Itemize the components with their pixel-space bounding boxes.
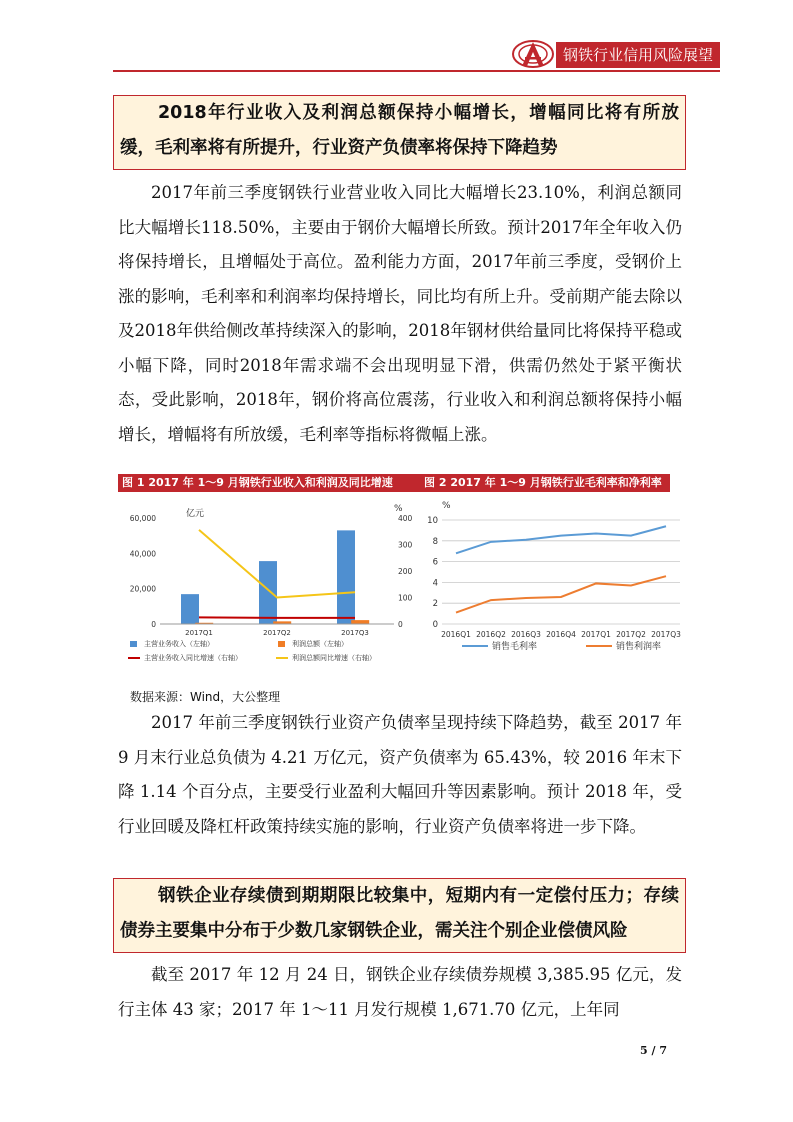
chart2-y-tick: 6: [432, 557, 438, 568]
chart1-unit-right: %: [394, 504, 403, 514]
chart2-unit: %: [442, 501, 451, 511]
chart1-legend-label: 利润总额（左轴）: [292, 640, 348, 648]
chart2-y-tick: 8: [432, 536, 438, 547]
report-title-badge: 钢铁行业信用风险展望: [556, 42, 720, 68]
chart2-y-tick: 10: [427, 516, 438, 526]
chart1-left-tick: 60,000: [129, 514, 156, 523]
chart1-bar-revenue: [337, 530, 355, 624]
chart1-legend-swatch: [278, 641, 285, 647]
chart1-right-tick: 100: [398, 593, 413, 603]
callout-revenue-profit: [113, 95, 686, 170]
chart1-bar-revenue: [259, 561, 277, 624]
chart2-y-tick: 0: [432, 620, 438, 630]
callout-bond-maturity-text: 钢铁企业存续债到期期限比较集中，短期内有一定偿付压力；存续债券主要集中分布于少数几家钢铁企业，需关注个别企业偿债风险: [120, 886, 679, 941]
paragraph-revenue: 2017年前三季度钢铁行业营业收入同比大幅增长23.10%，利润总额同比大幅增长118.50%，主要由于钢价大幅增长所致。预计2017年全年收入仍将保持增长，且增幅处于高位。盈利能力方面，2017年前三季度，受钢价上涨的影响，毛利率和利润率均保持增长，同比均有所上升。受前期产能去除以及2018年供给侧改革持续深入的影响，2018年钢材供给量同比将保持平稳或小幅下降，同时2018年需求端不会出现明显下滑，供需仍然处于紧平衡状态，受此影响，2018年，钢价将高位震荡，行业收入和利润总额将保持小幅增长，增幅将有所放缓，毛利率等指标将微幅上涨。: [118, 183, 682, 444]
chart2-x-tick: 2017Q2: [616, 630, 646, 639]
chart1-unit-left: 亿元: [186, 509, 205, 519]
chart2-line-gross-margin: [456, 526, 666, 553]
chart1-right-tick: 300: [398, 540, 413, 550]
chart2-x-tick: 2016Q2: [476, 630, 506, 639]
callout-revenue-profit-text: 2018年行业收入及利润总额保持小幅增长，增幅同比将有所放缓，毛利率将有所提升，行业资产负债率将保持下降趋势: [120, 103, 679, 158]
chart1-left-tick: 20,000: [129, 584, 156, 594]
chart-margins: [418, 496, 688, 660]
chart1-legend-label: 主营业务收入同比增速（右轴）: [144, 654, 242, 662]
chart2-x-tick: 2016Q4: [546, 630, 576, 639]
chart2-x-tick: 2016Q3: [511, 630, 541, 639]
chart1-line-revenue-growth: [199, 617, 355, 618]
chart1-x-tick: 2017Q3: [341, 629, 369, 637]
chart1-left-tick: 40,000: [129, 549, 156, 559]
page-header: [0, 0, 793, 80]
chart2-legend-label: 销售毛利率: [492, 642, 538, 652]
chart1-right-tick: 200: [398, 567, 413, 576]
chart2-line-profit-margin: [456, 576, 666, 612]
chart2-x-tick: 2017Q3: [651, 630, 681, 639]
figure2-title: 图 2 2017 年 1～9 月钢铁行业毛利率和净利率: [424, 476, 662, 489]
dagong-logo-icon: [511, 38, 555, 70]
chart1-bar-profit: [351, 620, 369, 624]
callout-bond-maturity: [113, 878, 686, 953]
chart2-x-tick: 2016Q1: [441, 630, 471, 639]
chart2-y-tick: 2: [432, 599, 438, 610]
figure1-title: 图 1 2017 年 1～9 月钢铁行业收入和利润及同比增速: [122, 476, 393, 489]
chart1-x-tick: 2017Q1: [185, 629, 213, 637]
chart1-legend-swatch: [130, 641, 137, 647]
chart1-legend-label: 主营业务收入（左轴）: [144, 640, 214, 648]
chart1-right-tick: 400: [398, 514, 413, 523]
paragraph-debt-ratio: 2017 年前三季度钢铁行业资产负债率呈现持续下降趋势，截至 2017 年 9 月末行业总负债为 4.21 万亿元，资产负债率为 65.43%，较 2016 年末下降 1.14 个百分点，主要受行业盈利大幅回升等因素影响。预计 2018 年，受行业回暖及降杠杆政策持续实施的影响，行业资产负债率将进一步下降。: [118, 713, 682, 836]
chart1-bar-revenue: [181, 594, 199, 624]
figure-title-bar: [118, 474, 670, 492]
chart1-legend-label: 利润总额同比增速（右轴）: [292, 654, 376, 662]
chart1-left-tick: 0: [151, 620, 156, 629]
page-number: 5 / 7: [640, 1044, 667, 1057]
chart1-right-tick: 0: [398, 620, 403, 629]
chart1-x-tick: 2017Q2: [263, 629, 291, 637]
chart-revenue-profit: [118, 496, 418, 674]
chart2-x-tick: 2017Q1: [581, 630, 611, 639]
chart2-y-tick: 4: [432, 578, 438, 589]
chart2-legend-label: 销售利润率: [616, 642, 662, 652]
header-divider: [113, 70, 720, 72]
paragraph-bonds: 截至 2017 年 12 月 24 日，钢铁企业存续债券规模 3,385.95 亿元，发行主体 43 家；2017 年 1～11 月发行规模 1,671.70 亿元，上年同: [118, 965, 682, 1019]
data-source: 数据来源：Wind，大公整理: [130, 690, 281, 704]
